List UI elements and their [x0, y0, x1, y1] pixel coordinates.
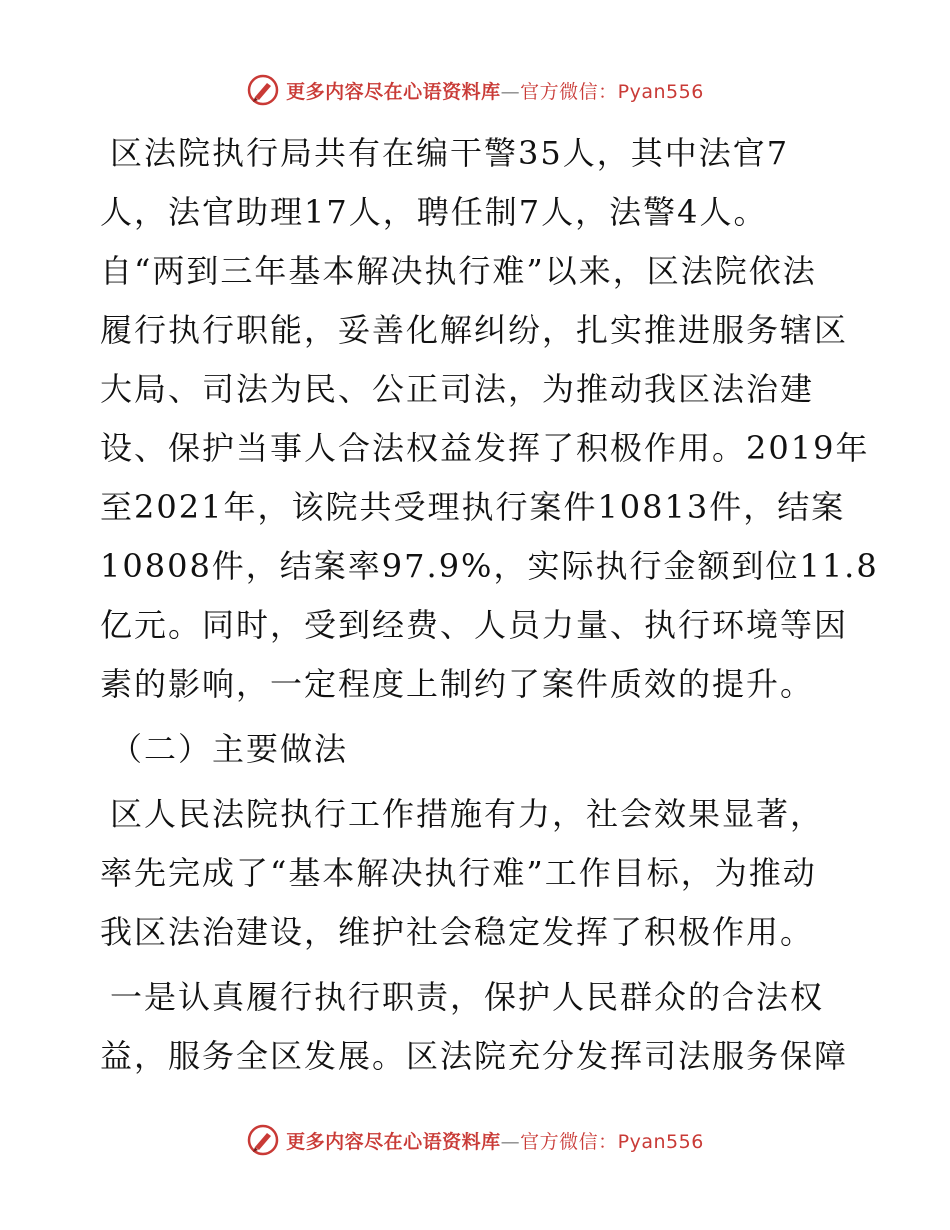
section-heading-text: （二）主要做法 — [110, 730, 349, 768]
text-line: 素的影响，一定程度上制约了案件质效的提升。 — [100, 665, 815, 703]
text-line: 一是认真履行执行职责，保护人民群众的合法权 — [110, 978, 825, 1016]
text-line: 人，法官助理17人，聘任制7人，法警4人。 — [100, 193, 768, 231]
pen-logo-icon — [246, 1123, 280, 1157]
watermark-text — [286, 1127, 704, 1154]
text-line: 自“两到三年基本解决执行难”以来，区法院依法 — [100, 252, 817, 290]
section-heading — [100, 720, 860, 779]
document-body — [100, 124, 879, 1086]
paragraph-first-measure — [100, 968, 860, 1086]
text-line: 10808件，结案率97.9%，实际执行金额到位11.8 — [100, 547, 879, 585]
pen-logo-icon — [246, 73, 280, 107]
text-line: 率先完成了“基本解决执行难”工作目标，为推动 — [100, 854, 817, 892]
text-line: 至2021年，该院共受理执行案件10813件，结案 — [100, 488, 846, 526]
text-line: 亿元。同时，受到经费、人员力量、执行环境等因 — [100, 606, 849, 644]
text-line: 设、保护当事人合法权益发挥了积极作用。2019年 — [100, 429, 870, 467]
watermark-text — [286, 77, 704, 104]
footer-watermark — [0, 1122, 950, 1158]
watermark-separator: — — [500, 80, 521, 103]
text-line: 我区法治建设，维护社会稳定发挥了积极作用。 — [100, 913, 815, 951]
paragraph-summary — [100, 785, 860, 962]
watermark-wechat: 官方微信：Pyan556 — [520, 80, 704, 103]
watermark-main: 更多内容尽在心语资料库 — [286, 80, 501, 103]
text-line: 履行执行职能，妥善化解纠纷，扎实推进服务辖区 — [100, 311, 849, 349]
text-line: 区人民法院执行工作措施有力，社会效果显著， — [110, 795, 825, 833]
watermark-separator: — — [500, 1130, 521, 1153]
text-line: 益，服务全区发展。区法院充分发挥司法服务保障 — [100, 1037, 849, 1075]
header-watermark — [0, 72, 950, 108]
text-line: 大局、司法为民、公正司法，为推动我区法治建 — [100, 370, 815, 408]
watermark-wechat: 官方微信：Pyan556 — [520, 1130, 704, 1153]
watermark-main: 更多内容尽在心语资料库 — [286, 1130, 501, 1153]
text-line: 区法院执行局共有在编干警35人，其中法官7 — [110, 134, 790, 172]
paragraph-overview — [100, 124, 879, 714]
